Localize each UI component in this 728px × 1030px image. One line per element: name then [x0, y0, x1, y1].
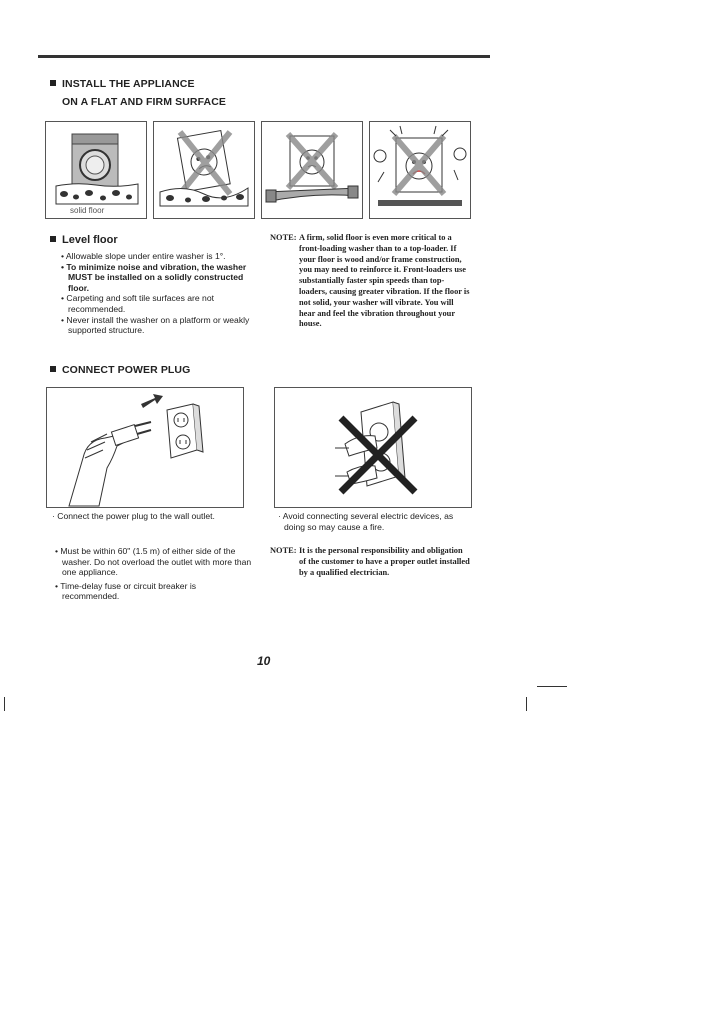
crop-mark [526, 697, 527, 711]
illustration-vibration [369, 121, 471, 219]
caption-avoid-several-devices: · Avoid connecting several electric devices, as doing so may cause a fire. [278, 511, 454, 532]
list-item: • Time-delay fuse or circuit breaker is recommended. [55, 580, 197, 602]
note-text: A firm, solid floor is even more critical to a front-loading washer than to a top-loader. If your floor is wood and/or frame construction, you may need to reinforce it. Front-loaders use substantially faster spin speeds than top-loaders, causing greater vibration. If the floor is not solid, your washer will vibrate. You will hear and feel the vibration throughout your house. [299, 233, 470, 329]
illustration-uneven-floor [153, 121, 255, 219]
square-bullet-icon [50, 236, 56, 242]
illustration-plug-outlet [46, 387, 244, 508]
note-text: It is the personal responsibility and obligation of the customer to have a proper outlet installed by a qualified electrician. [299, 546, 470, 577]
illustration-multiple-plugs [274, 387, 472, 508]
note-label: NOTE: [270, 233, 297, 242]
note-label: NOTE: [270, 546, 297, 555]
illustration-solid-floor [45, 121, 147, 219]
square-bullet-icon [50, 366, 56, 372]
list-item: • Carpeting and soft tile surfaces are not recommended. [61, 293, 215, 314]
list-item: • Never install the washer on a platform or weakly supported structure. [61, 314, 250, 336]
top-rule [38, 55, 490, 58]
list-item: • To minimize noise and vibration, the washer MUST be installed on a solidly constructed floor. [61, 261, 247, 293]
page-number: 10 [257, 654, 271, 668]
panel-label: solid floor [70, 206, 105, 215]
power-requirements-list [53, 546, 253, 602]
note-electrician [270, 546, 470, 578]
list-item: • Allowable slope under entire washer is 1°. [61, 251, 226, 261]
level-floor-heading: Level floor [50, 234, 118, 246]
crop-mark [537, 686, 567, 687]
crop-mark [4, 697, 5, 711]
illustration-platform [261, 121, 363, 219]
section-install-heading: INSTALL THE APPLIANCE [50, 78, 195, 90]
note-firm-floor [270, 233, 470, 330]
list-item: • Must be within 60" (1.5 m) of either side of the washer. Do not overload the outlet with more than one appliance. [55, 546, 252, 578]
caption-connect-plug: · Connect the power plug to the wall outlet. [52, 511, 215, 521]
level-floor-list [59, 251, 255, 336]
section-power-heading: CONNECT POWER PLUG [50, 364, 190, 376]
square-bullet-icon [50, 80, 56, 86]
section-install-subheading: ON A FLAT AND FIRM SURFACE [62, 96, 226, 108]
